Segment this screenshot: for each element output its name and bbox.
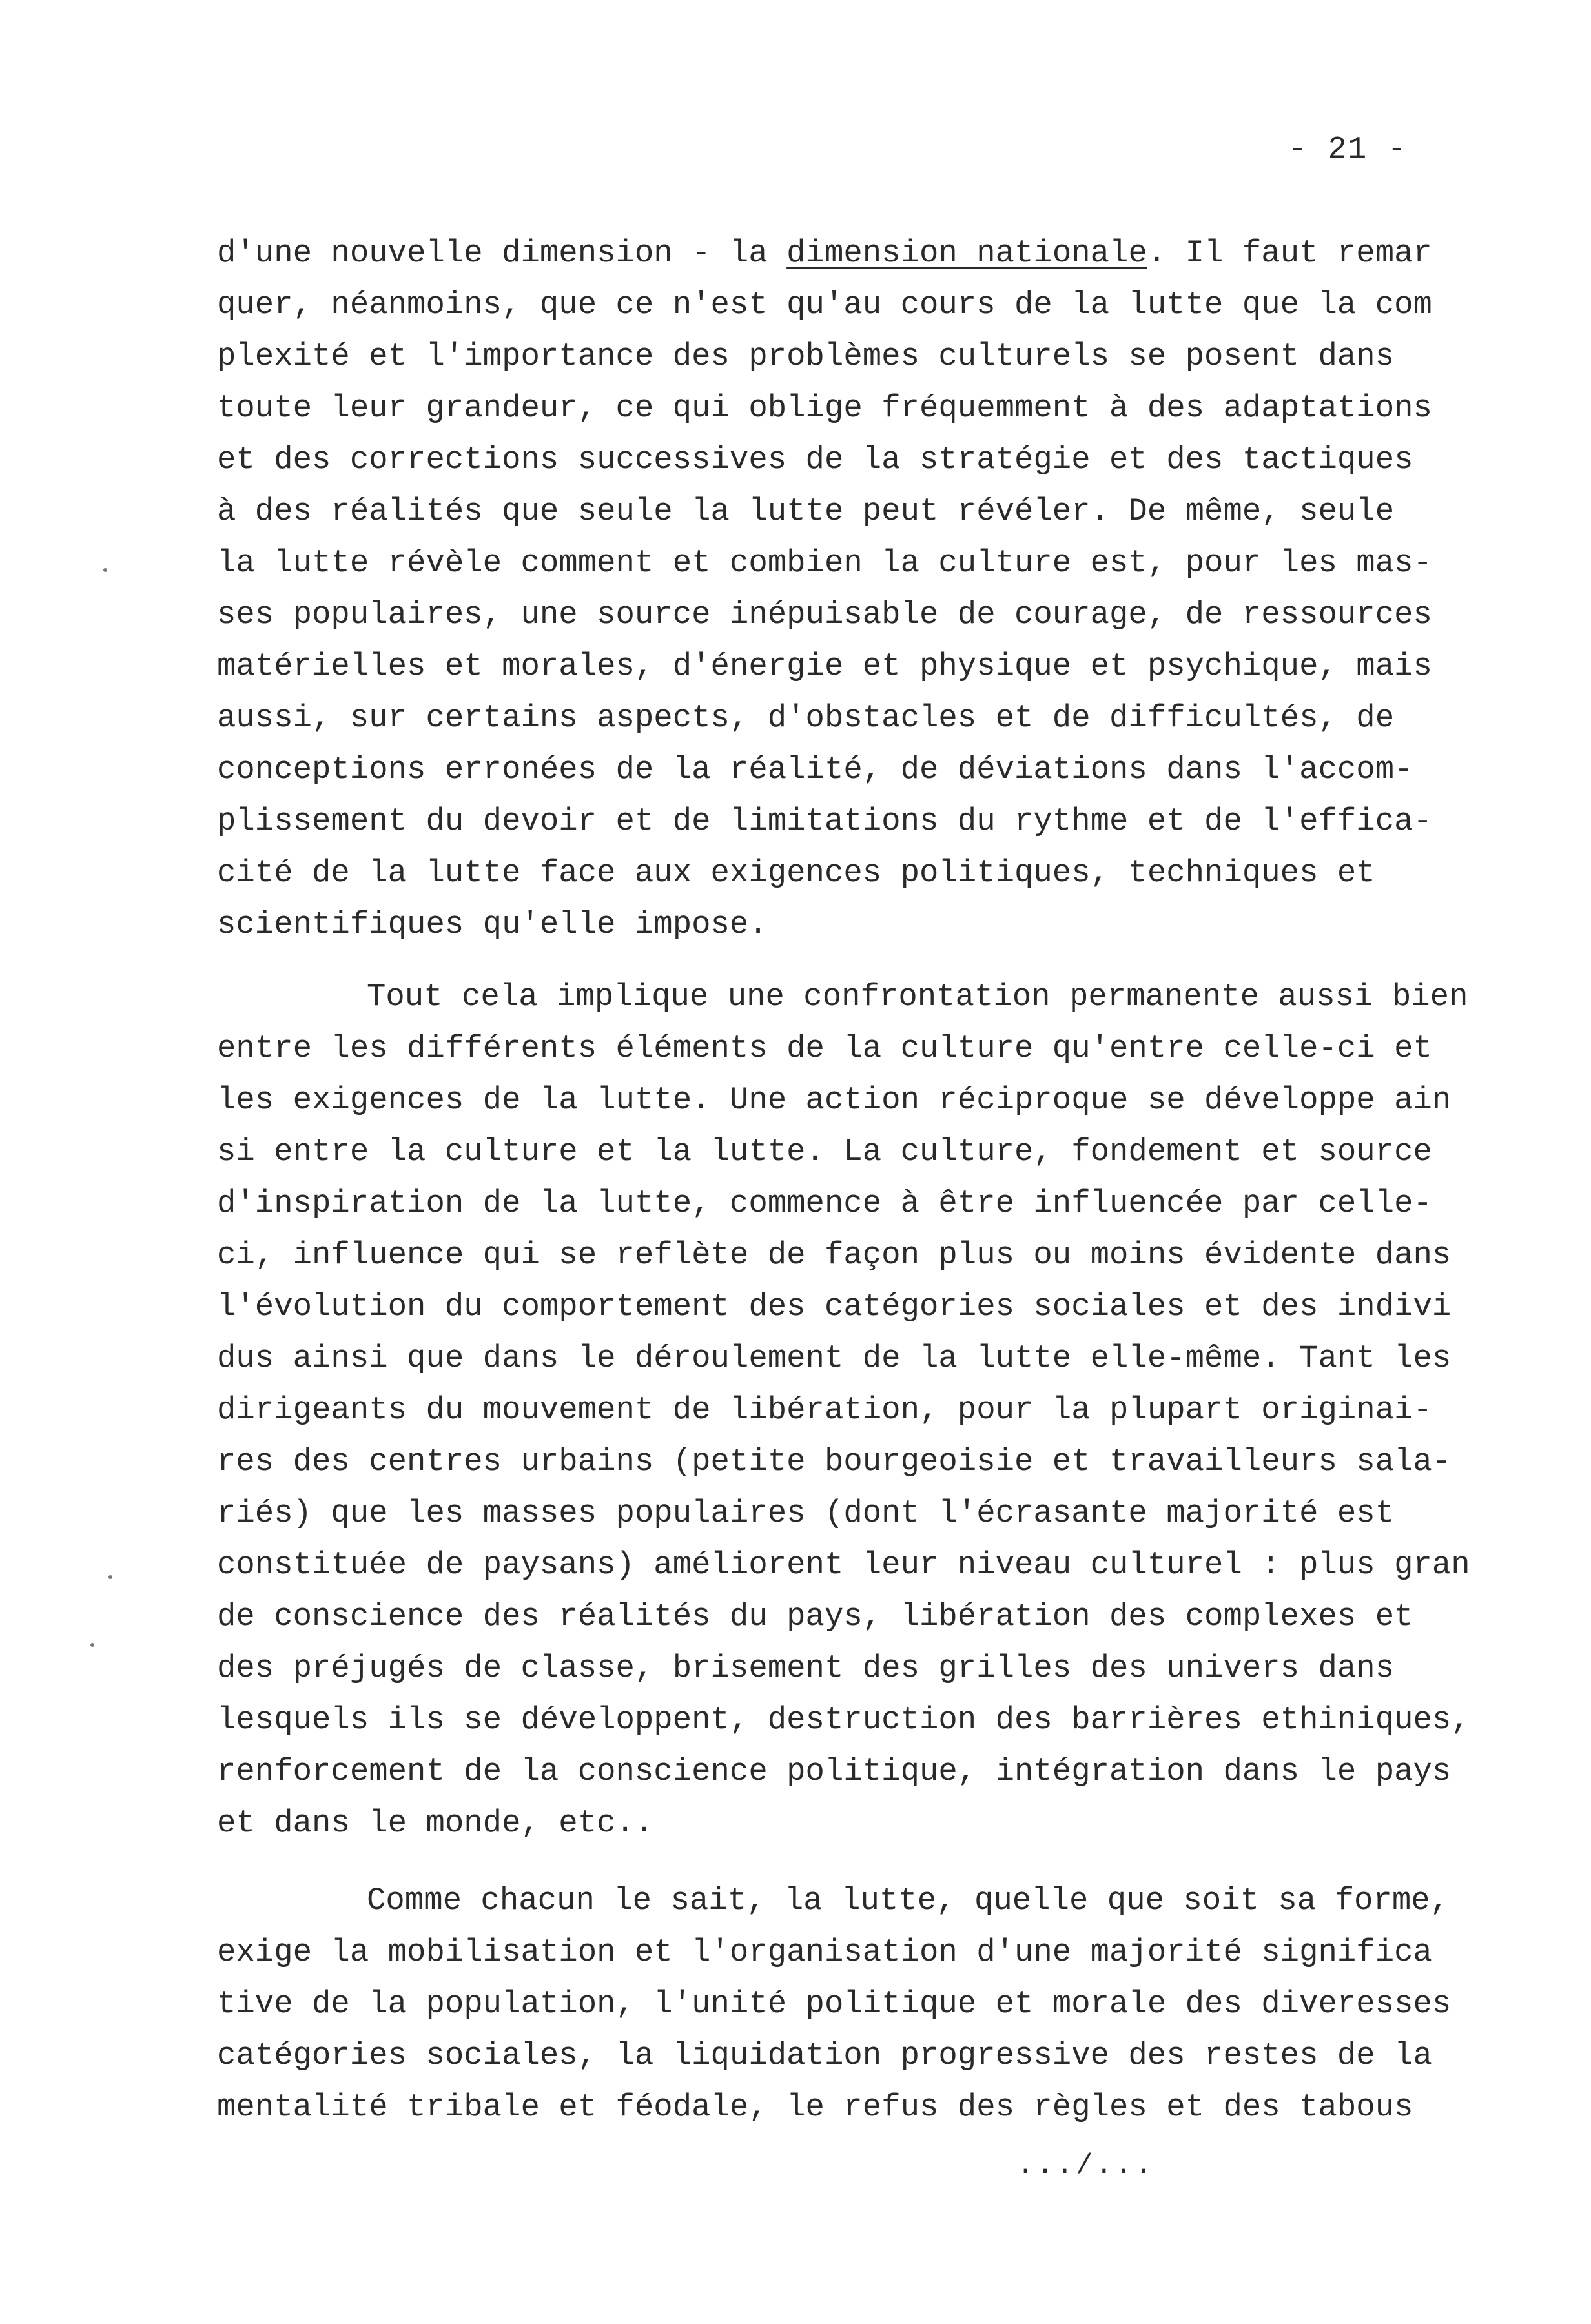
text-segment: d'une nouvelle dimension - la <box>217 235 787 271</box>
text-line: quer, néanmoins, que ce n'est qu'au cours de la lutte que la com <box>217 287 1432 323</box>
text-line: la lutte révèle comment et combien la culture est, pour les mas- <box>217 545 1432 581</box>
page-number: - 21 - <box>1288 132 1408 167</box>
text-line: constituée de paysans) améliorent leur niveau culturel : plus gran <box>217 1547 1470 1583</box>
text-line: scientifiques qu'elle impose. <box>217 906 768 943</box>
scan-speck <box>90 1643 94 1647</box>
scan-speck <box>103 568 107 572</box>
text-line: les exigences de la lutte. Une action réciproque se développe ain <box>217 1082 1452 1118</box>
text-line: catégories sociales, la liquidation progressive des restes de la <box>217 2037 1432 2074</box>
text-line: tive de la population, l'unité politique et morale des diveresses <box>217 1986 1452 2022</box>
text-line: lesquels ils se développent, destruction des barrières ethiniques, <box>217 1702 1470 1738</box>
text-line: riés) que les masses populaires (dont l'écrasante majorité est <box>217 1495 1395 1531</box>
text-line: dus ainsi que dans le déroulement de la lutte elle-même. Tant les <box>217 1340 1452 1376</box>
text-line: et des corrections successives de la stratégie et des tactiques <box>217 442 1413 478</box>
text-line: ci, influence qui se reflète de façon plus ou moins évidente dans <box>217 1237 1452 1273</box>
text-line: entre les différents éléments de la culture qu'entre celle-ci et <box>217 1030 1432 1066</box>
text-line: l'évolution du comportement des catégories sociales et des indivi <box>217 1289 1452 1325</box>
text-line: mentalité tribale et féodale, le refus des règles et des tabous <box>217 2089 1413 2125</box>
text-line: Tout cela implique une confrontation permanente aussi bien <box>367 979 1468 1015</box>
text-line: dirigeants du mouvement de libération, pour la plupart originai- <box>217 1392 1432 1428</box>
text-line: cité de la lutte face aux exigences politiques, techniques et <box>217 855 1375 891</box>
text-line: res des centres urbains (petite bourgeoisie et travailleurs sala- <box>217 1443 1452 1480</box>
text-line: renforcement de la conscience politique, intégration dans le pays <box>217 1753 1452 1789</box>
text-line: toute leur grandeur, ce qui oblige fréquemment à des adaptations <box>217 390 1432 426</box>
text-line: aussi, sur certains aspects, d'obstacles et de difficultés, de <box>217 700 1395 736</box>
text-line: exige la mobilisation et l'organisation d'une majorité significa <box>217 1934 1432 1970</box>
continuation-mark: .../... <box>1017 2150 1155 2182</box>
text-line: matérielles et morales, d'énergie et physique et psychique, mais <box>217 648 1432 684</box>
text-line: de conscience des réalités du pays, libération des complexes et <box>217 1598 1413 1635</box>
text-line <box>217 235 1432 271</box>
text-segment: . Il faut remar <box>1147 235 1432 271</box>
text-line: conceptions erronées de la réalité, de déviations dans l'accom- <box>217 751 1413 788</box>
text-line: d'inspiration de la lutte, commence à être influencée par celle- <box>217 1185 1432 1221</box>
scan-speck <box>108 1575 112 1579</box>
text-line: plexité et l'importance des problèmes culturels se posent dans <box>217 338 1395 374</box>
text-line: des préjugés de classe, brisement des grilles des univers dans <box>217 1650 1395 1686</box>
text-line: à des réalités que seule la lutte peut révéler. De même, seule <box>217 493 1395 529</box>
text-line: et dans le monde, etc.. <box>217 1805 654 1841</box>
text-line: ses populaires, une source inépuisable de courage, de ressources <box>217 596 1432 633</box>
text-line: si entre la culture et la lutte. La culture, fondement et source <box>217 1134 1432 1170</box>
text-line: Comme chacun le sait, la lutte, quelle que soit sa forme, <box>367 1882 1450 1919</box>
text-line: plissement du devoir et de limitations du rythme et de l'effica- <box>217 803 1432 839</box>
underlined-term: dimension nationale <box>786 235 1147 271</box>
